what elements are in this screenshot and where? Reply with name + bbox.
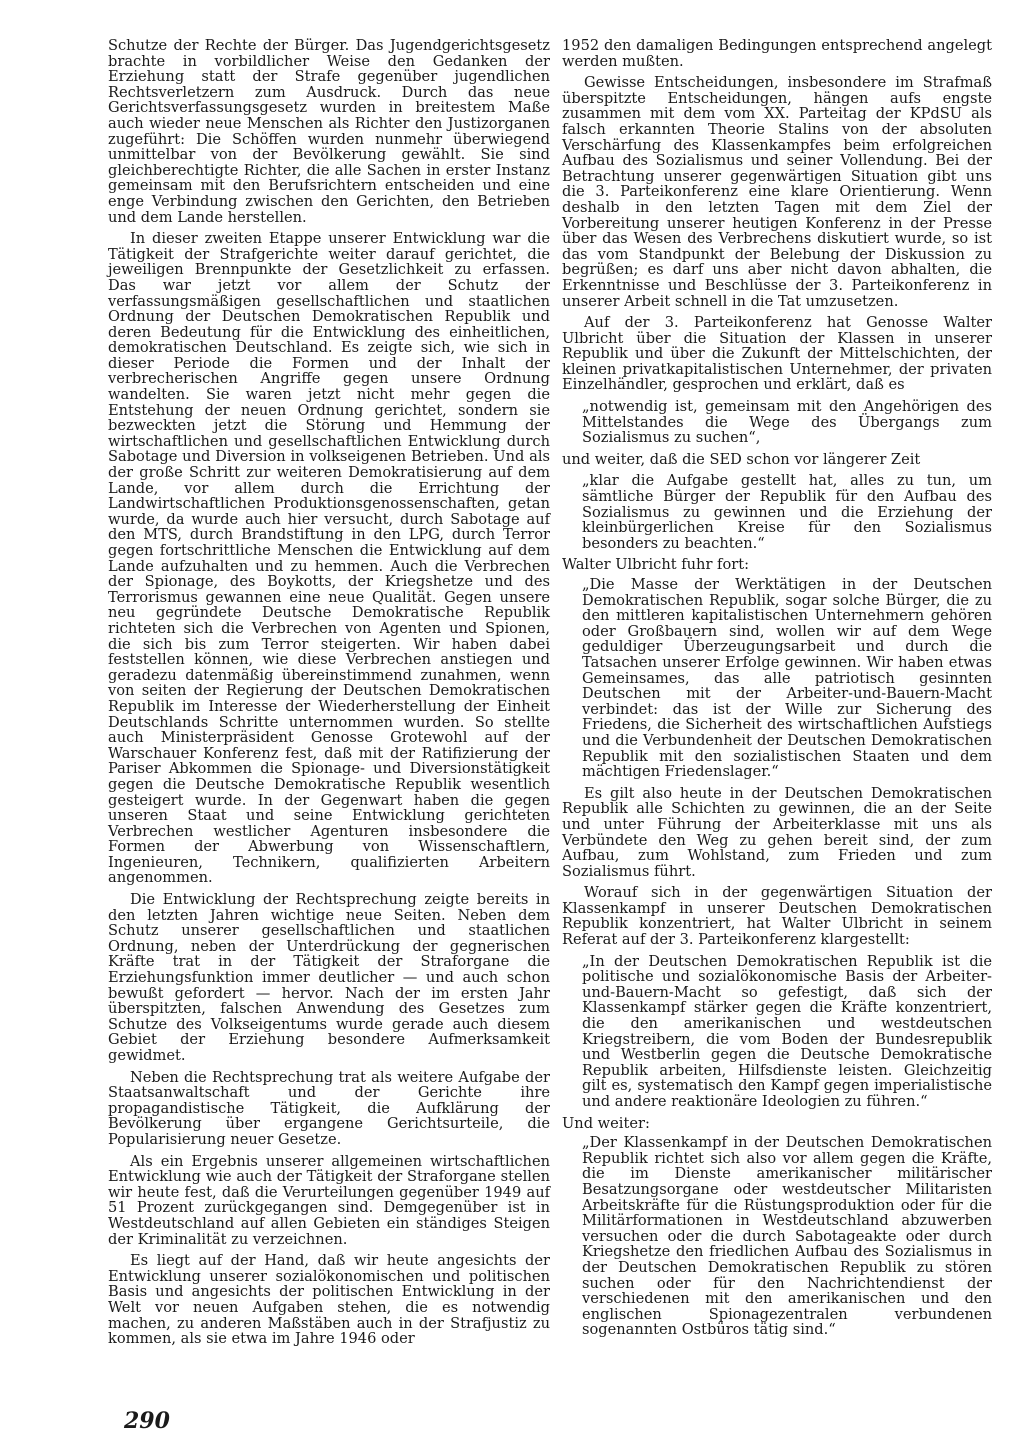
paragraph: Und weiter: — [562, 1114, 650, 1132]
block-quote: „Die Masse der Werktätigen in der Deutschen Demokratischen Republik, sogar solche Bürger, die zu den mittleren kapitalistischen Unternehmern gehören oder Großbauern sind, wollen wir auf dem Wege geduldiger Überzeugungsarbeit und durch die Tatsachen unserer Erfolge gewinnen. Wir haben etwas Gemeinsames, das alle patriotisch gesinnten Deutschen mit der Arbeiter-und-Bauern-Macht verbindet: das ist der Wille zur Sicherung des Friedens, die Sicherheit des wirtschaftlichen Aufstiegs und die Verbundenheit der Deutschen Demokratischen Republik mit den sozialistischen Staaten und dem mächtigen Friedenslager.“ — [582, 576, 992, 781]
paragraph: Walter Ulbricht fuhr fort: — [562, 556, 750, 574]
paragraph: Als ein Ergebnis unserer allgemeinen wirtschaftlichen Entwicklung wie auch der Tätigkeit der Straforgane stellen wir heute fest, daß die Verurteilungen gegenüber 1949 auf 51 Prozent zurückgegangen sind. Demgegenüber ist in Westdeutschland auf allen Gebieten ein ständiges Steigen der Kriminalität zu verzeichnen. — [108, 1152, 550, 1248]
paragraph: Neben die Rechtsprechung trat als weitere Aufgabe der Staatsanwaltschaft und der Gerichte ihre propagandistische Tätigkeit, die Aufklärung der Bevölkerung über ergangene Gerichtsurteile, die Popularisierung neuer Gesetze. — [108, 1068, 550, 1148]
left-text-column — [108, 38, 550, 1353]
paragraph: Es gilt also heute in der Deutschen Demokratischen Republik alle Schichten zu gewinnen, die an der Seite und unter Führung der Arbeiterklasse mit uns als Verbündete den Weg zu gehen bereit sind, der zum Aufbau, zum Wohlstand, zum Frieden und zum Sozialismus führt. — [562, 784, 992, 880]
page-number: 290 — [124, 1408, 170, 1434]
paragraph: Schutze der Rechte der Bürger. Das Jugendgerichtsgesetz brachte in vorbildlicher Weise den Gedanken der Erziehung statt der Strafe gegenüber jugendlichen Rechtsverletzern zum Ausdruck. Durch das neue Gerichtsverfassungsgesetz wurden in breitestem Maße auch wieder neue Menschen als Richter den Justizorganen zugeführt: Die Schöffen wurden nunmehr überwiegend unmittelbar von der Bevölkerung gewählt. Sie sind gleichberechtigte Richter, die alle Sachen in erster Instanz gemeinsam mit den Berufsrichtern entscheiden und eine enge Verbindung zwischen den Gerichten, den Betrieben und dem Lande herstellen. — [108, 37, 550, 226]
paragraph: und weiter, daß die SED schon vor längerer Zeit — [562, 450, 921, 468]
paragraph: 1952 den damaligen Bedingungen entsprechend angelegt werden mußten. — [562, 37, 992, 70]
block-quote: „notwendig ist, gemeinsam mit den Angehörigen des Mittelstandes die Wege des Übergangs zum Sozialismus zu suchen“, — [582, 398, 992, 447]
paragraph: Es liegt auf der Hand, daß wir heute angesichts der Entwicklung unserer sozialökonomischen und politischen Basis und angesichts der politischen Entwicklung in der Welt vor neuen Aufgaben stehen, die es notwendig machen, zu anderen Maßstäben auch in der Strafjustiz zu kommen, als sie etwa im Jahre 1946 oder — [108, 1252, 550, 1348]
block-quote: „Der Klassenkampf in der Deutschen Demokratischen Republik richtet sich also vor allem gegen die Kräfte, die im Dienste amerikanischer militärischer Besatzungsorgane oder westdeutscher Militaristen Arbeitskräfte für die Rüstungsproduktion oder für die Militärformationen in Westdeutschland abzuwerben versuchen oder die durch Sabotageakte oder durch Kriegshetze den friedlichen Aufbau des Sozialismus in der Deutschen Demokratischen Republik zu stören suchen oder für den Nachrichtendienst der verschiedenen mit den amerikanischen und den englischen Spionagezentralen verbundenen sogenannten Ostbüros tätig sind.“ — [582, 1134, 992, 1339]
paragraph: Gewisse Entscheidungen, insbesondere im Strafmaß überspitzte Entscheidungen, hängen aufs engste zusammen mit dem vom XX. Parteitag der KPdSU als falsch erkannten Theorie Stalins von der absoluten Verschärfung des Klassenkampfes beim erfolgreichen Aufbau des Sozialismus und seiner Vollendung. Bei der Betrachtung unserer gegenwärtigen Situation gibt uns die 3. Parteikonferenz eine klare Orientierung. Wenn deshalb in den letzten Tagen mit dem Ziel der Vorbereitung unserer heutigen Konferenz in der Presse über das Wesen des Verbrechens diskutiert wurde, so ist das vom Standpunkt der Belebung der Diskussion zu begrüßen; es darf uns aber nicht davon abhalten, die Erkenntnisse und Beschlüsse der 3. Parteikonferenz in unserer Arbeit schnell in die Tat umzusetzen. — [562, 74, 992, 310]
block-quote: „In der Deutschen Demokratischen Republik ist die politische und sozialökonomische Basis der Arbeiter-und-Bauern-Macht so gefestigt, daß sich der Klassenkampf stärker gegen die Kräfte konzentriert, die den amerikanischen und westdeutschen Kriegstreibern, die vom Boden der Bundesrepublik und Westberlin gegen die Deutsche Demokratische Republik arbeiten, Hilfsdienste leisten. Gleichzeitig gilt es, systematisch den Kampf gegen imperialistische und andere reaktionäre Ideologien zu führen.“ — [582, 952, 992, 1110]
right-text-column — [562, 38, 992, 1344]
block-quote: „klar die Aufgabe gestellt hat, alles zu tun, um sämtliche Bürger der Republik für den Aufbau des Sozialismus zu gewinnen und die Erziehung der kleinbürgerlichen Kreise für den Sozialismus besonders zu beachten.“ — [582, 472, 992, 552]
paragraph: In dieser zweiten Etappe unserer Entwicklung war die Tätigkeit der Strafgerichte weiter darauf gerichtet, die jeweiligen Brennpunkte der Gesetzlichkeit zu erfassen. Das war jetzt vor allem der Schutz der verfassungsmäßigen gesellschaftlichen und staatlichen Ordnung der Deutschen Demokratischen Republik und deren Bedeutung für die Entwicklung des einheitlichen, demokratischen Deutschland. Es zeigte sich, wie sich in dieser Periode die Formen und der Inhalt der verbrecherischen Angriffe gegen unsere Ordnung wandelten. Sie waren jetzt nicht mehr gegen die Entstehung der neuen Ordnung gerichtet, sondern sie bezweckten jetzt die Störung und Hemmung der wirtschaftlichen und gesellschaftlichen Entwicklung durch Sabotage und Diversion in volkseigenen Betrieben. Und als der große Schritt zur weiteren Demokratisierung auf dem Lande, vor allem durch die Errichtung der Landwirtschaftlichen Produktionsgenossenschaften, getan wurde, da wurde auch hier versucht, durch Sabotage auf den MTS, durch Brandstiftung in den LPG, durch Terror gegen fortschrittliche Menschen die Entwicklung auf dem Lande aufzuhalten und zu hemmen. Auch die Verbrechen der Spionage, des Boykotts, der Kriegshetze und des Terrorismus gewannen eine neue Qualität. Gegen unsere neu gegründete Deutsche Demokratische Republik richteten sich die Verbrechen von Agenten und Spionen, die sich bis zum Terror steigerten. Wir haben dabei feststellen können, wie diese Verbrechen anstiegen und geradezu datenmäßig übereinstimmend zunahmen, wenn von seiten der Regierung der Deutschen Demokratischen Republik im Interesse der Wiederherstellung der Einheit Deutschlands Schritte unternommen wurden. So stellte auch Ministerpräsident Genosse Grotewohl auf der Warschauer Konferenz fest, daß mit der Ratifizierung der Pariser Abkommen die Spionage- und Diversionstätigkeit gegen die Deutsche Demokratische Republik wesentlich gesteigert wurde. In der Gegenwart haben die gegen unseren Staat und seine Entwicklung gerichteten Verbrechen westlicher Agenturen insbesondere die Formen der Abwerbung von Wissenschaftlern, Ingenieuren, Technikern, qualifizierten Arbeitern angenommen. — [108, 230, 550, 887]
paragraph: Auf der 3. Parteikonferenz hat Genosse Walter Ulbricht über die Situation der Klassen in unserer Republik und über die Zukunft der Mittelschichten, der kleinen privatkapitalistischen Unternehmer, der privaten Einzelhändler, gesprochen und erklärt, daß es — [562, 314, 992, 394]
paragraph: Die Entwicklung der Rechtsprechung zeigte bereits in den letzten Jahren wichtige neue Seiten. Neben dem Schutz unserer gesellschaftlichen und staatlichen Ordnung, neben der Unterdrückung der gegnerischen Kräfte trat in der Tätigkeit der Straforgane die Erziehungsfunktion immer deutlicher — und auch schon bewußt gefordert — hervor. Nach der im ersten Jahr überspitzten, falschen Anwendung des Gesetzes zum Schutze des Volkseigentums wurde gerade auch diesem Gebiet der Erziehung besondere Aufmerksamkeit gewidmet. — [108, 891, 550, 1064]
paragraph: Worauf sich in der gegenwärtigen Situation der Klassenkampf in unserer Deutschen Demokratischen Republik konzentriert, hat Walter Ulbricht in seinem Referat auf der 3. Parteikonferenz klargestellt: — [562, 884, 992, 949]
